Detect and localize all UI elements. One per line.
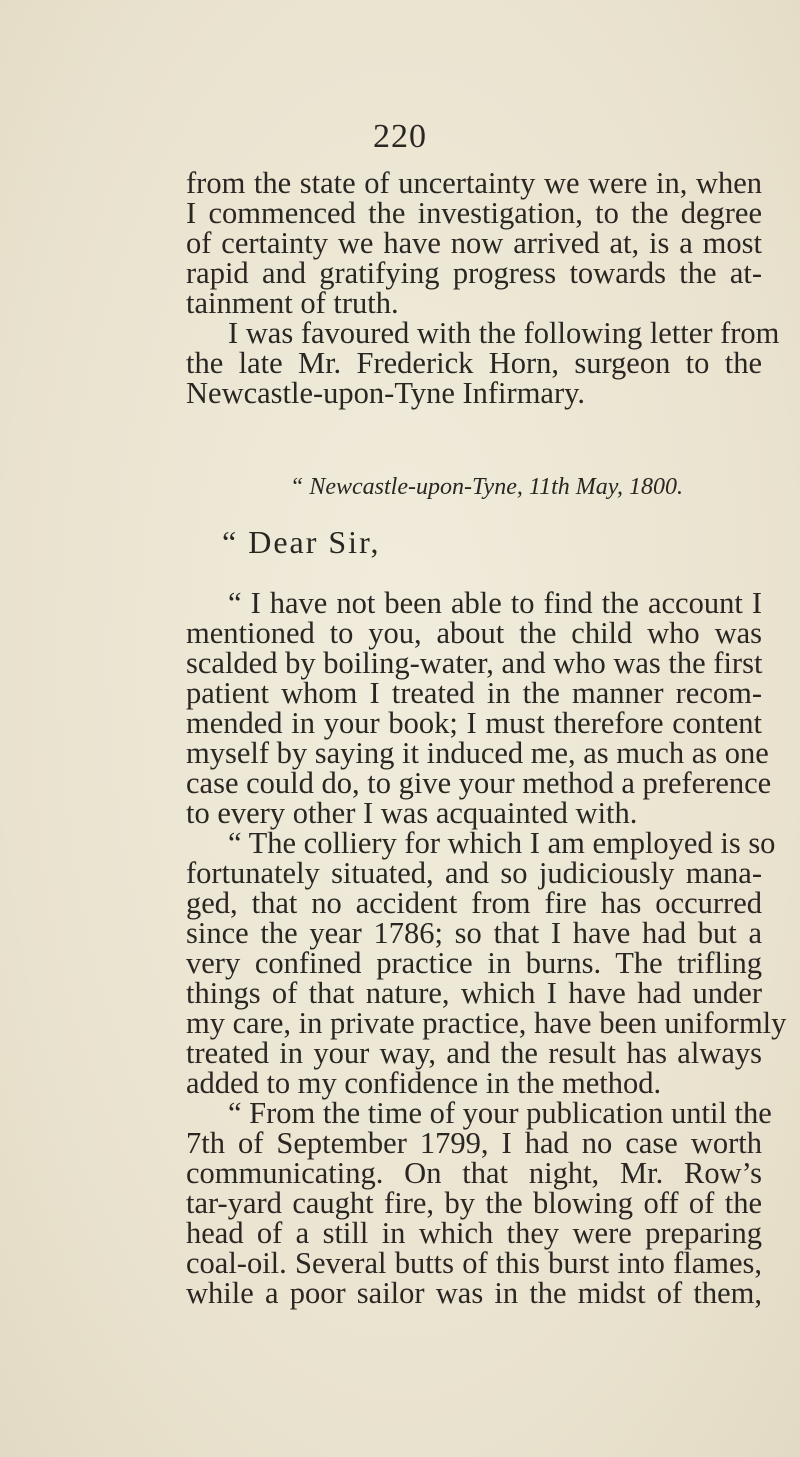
intro-paragraphs [186, 166, 780, 410]
text-line: mended in your book; I must therefore content [186, 706, 762, 740]
text-line: myself by saying it induced me, as much as one [186, 736, 769, 770]
text-line: I was favoured with the following letter from [228, 316, 780, 350]
text-line: added to my confidence in the method. [186, 1066, 662, 1100]
text-line: of certainty we have now arrived at, is a most [186, 226, 762, 260]
text-line: the late Mr. Frederick Horn, surgeon to the [186, 346, 762, 380]
text-line: case could do, to give your method a preference [186, 766, 772, 800]
text-line: treated in your way, and the result has always [186, 1036, 762, 1070]
text-line: communicating. On that night, Mr. Row’s [186, 1156, 762, 1190]
text-line: ged, that no accident from fire has occurred [186, 886, 762, 920]
text-line: 7th of September 1799, I had no case worth [186, 1126, 762, 1160]
text-line: coal-oil. Several butts of this burst into flames, [186, 1246, 762, 1280]
letter-place-date: “ Newcastle-upon-Tyne, 11th May, 1800. [290, 474, 684, 500]
text-line: rapid and gratifying progress towards the at- [186, 256, 762, 290]
text-line: from the state of uncertainty we were in, when [186, 166, 762, 200]
text-line: Newcastle-upon-Tyne Infirmary. [186, 376, 586, 410]
text-line: mentioned to you, about the child who was [186, 616, 762, 650]
text-line: very confined practice in burns. The trifling [186, 946, 762, 980]
text-line: since the year 1786; so that I have had but a [186, 916, 762, 950]
text-line: things of that nature, which I have had under [186, 976, 762, 1010]
text-line: to every other I was acquainted with. [186, 796, 638, 830]
text-line: I commenced the investigation, to the degree [186, 196, 762, 230]
text-line: “ The colliery for which I am employed is so [228, 826, 776, 860]
page-number: 220 [373, 118, 427, 155]
text-line: my care, in private practice, have been uniformly [186, 1006, 787, 1040]
text-line: patient whom I treated in the manner recom- [186, 676, 762, 710]
text-line: “ From the time of your publication until the [228, 1096, 772, 1130]
text-line: while a poor sailor was in the midst of them, [186, 1276, 762, 1310]
text-line: “ I have not been able to find the account I [228, 586, 762, 620]
text-line: tar-yard caught fire, by the blowing off of the [186, 1186, 762, 1220]
text-line: head of a still in which they were preparing [186, 1216, 762, 1250]
text-line: fortunately situated, and so judiciously mana- [186, 856, 762, 890]
letter-body [186, 586, 787, 1310]
letter-salutation: “ Dear Sir, [222, 524, 381, 560]
text-line: tainment of truth. [186, 286, 399, 320]
text-line: scalded by boiling-water, and who was the first [186, 646, 763, 680]
